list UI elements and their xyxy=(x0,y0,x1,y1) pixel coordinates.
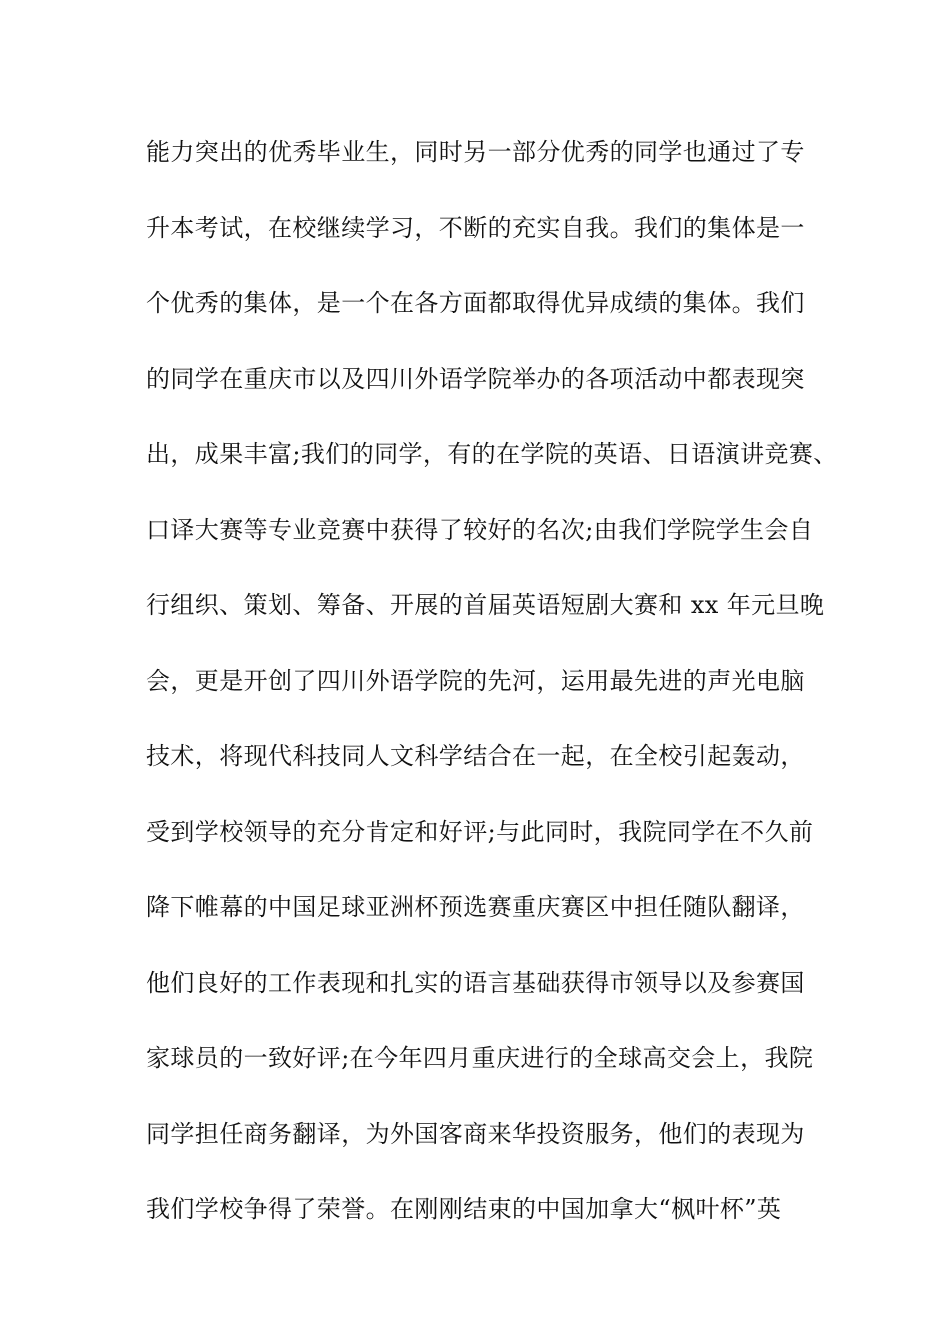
text-line: 会，更是开创了四川外语学院的先河，运用最先进的声光电脑 xyxy=(146,666,805,695)
text-line: 受到学校领导的充分肯定和好评;与此同时，我院同学在不久前 xyxy=(146,817,814,846)
text-line: 升本考试，在校继续学习，不断的充实自我。我们的集体是一 xyxy=(146,213,805,242)
text-line: 出，成果丰富;我们的同学，有的在学院的英语、日语演讲竞赛、 xyxy=(146,440,838,468)
text-line: 技术，将现代科技同人文科学结合在一起，在全校引起轰动， xyxy=(146,742,805,770)
text-line: 我们学校争得了荣誉。在刚刚结束的中国加拿大“枫叶杯”英 xyxy=(146,1195,782,1223)
text-line: 口译大赛等专业竞赛中获得了较好的名次;由我们学院学生会自 xyxy=(146,515,814,544)
text-line: 降下帷幕的中国足球亚洲杯预选赛重庆赛区中担任随队翻译， xyxy=(146,893,805,921)
text-line: 的同学在重庆市以及四川外语学院举办的各项活动中都表现突 xyxy=(146,364,805,393)
text-line: 他们良好的工作表现和扎实的语言基础获得市领导以及参赛国 xyxy=(146,968,805,997)
body-text xyxy=(146,128,838,1261)
text-line: 行组织、策划、筹备、开展的首届英语短剧大赛和 xx 年元旦晚 xyxy=(146,591,825,619)
text-line: 能力突出的优秀毕业生，同时另一部分优秀的同学也通过了专 xyxy=(146,138,805,166)
text-line: 家球员的一致好评;在今年四月重庆进行的全球高交会上，我院 xyxy=(146,1044,814,1072)
text-line: 个优秀的集体，是一个在各方面都取得优异成绩的集体。我们 xyxy=(146,289,805,317)
text-line: 同学担任商务翻译，为外国客商来华投资服务，他们的表现为 xyxy=(146,1119,805,1148)
